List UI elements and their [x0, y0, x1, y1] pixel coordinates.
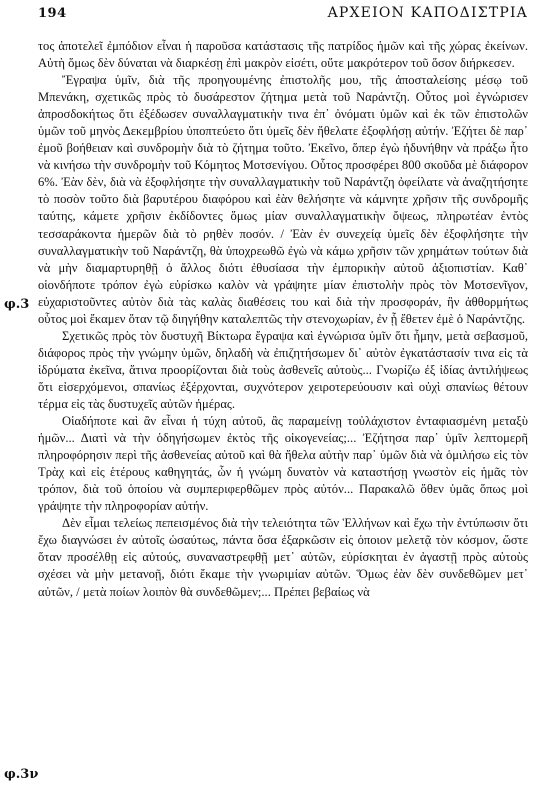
paragraph: Οἱαδήποτε καὶ ἂν εἶναι ἡ τύχη αὐτοῦ, ἂς παραμείνῃ τοὐλάχιστον ἐνταφιασμένη μεταξὺ ἡμῶν... Διατὶ νὰ τὴν ὁδηγήσωμεν ἐκτὸς τῆς οἰκογενείας;... Ἐζήτησα παρ᾿ ὑμῖν λεπτομερῆ πληροφόρησιν περὶ τῆς ἀσθενείας αὐτοῦ καὶ θὰ ἤθελα αὐτὴν παρ᾿ ὑμῶν διὰ νὰ ὁμιλήσω εἰς τὸν Τρὰχ καὶ εἰς ἑτέρους καθηγητάς, ὧν ἡ γνώμη δυνατὸν νὰ καταστήσῃ γνωστὸν εἰς ἡμᾶς τὸν τρόπον, διὰ τοῦ ὁποίου νὰ συμπεριφερθῶμεν πρὸς αὐτόν... Παρακαλῶ ὅθεν ὑμᾶς ὅπως μοὶ γράψητε τὴν πληροφορίαν αὐτήν.	[38, 414, 528, 514]
paragraph: τος ἀποτελεῖ ἐμπόδιον εἶναι ἡ παροῦσα κατάστασις τῆς πατρίδος ἡμῶν καὶ τῆς χώρας ἐκείνων. Αὐτὴ ὅμως δὲν δύναται νὰ διαρκέσῃ ἐπὶ μακρὸν εἰσέτι, οὔτε μακρότερον τοῦ ὅσον διήρκεσεν.	[38, 39, 528, 71]
folio-marker: φ.3ν	[4, 767, 39, 782]
page-header	[38, 6, 528, 28]
paragraph: Ἔγραψα ὑμῖν, διὰ τῆς προηγουμένης ἐπιστολῆς μου, τῆς ἀποσταλείσης μέσῳ τοῦ Μπενάκη, σχετικῶς πρὸς τὸ δυσάρεστον ζήτημα μετὰ τοῦ Ναράντζη. Οὗτος μοὶ ἐγνώρισεν ἀπροσδοκήτως ὅτι ἐξέδωσεν συναλλαγματικὴν τινα ἐπ᾿ ὀνόματι ὑμῶν καὶ ἐκ τῶν ἐπιστολῶν ὑμῶν τοῦ μηνὸς Δεκεμβρίου ὑποπτεύετο ὅτι ὑμεῖς δὲν ἤθελατε ἐξοφλήσῃ αὐτήν. Ἐζήτει δὲ παρ᾿ ἐμοῦ βοήθειαν καὶ συνδρομὴν διὰ τὸ ζήτημα τοῦτο. Ἐκεῖνο, ὅπερ ἐγὼ ἠδυνήθην νὰ πράξω ἦτο νὰ κινήσω τὴν συνδρομὴν τοῦ Κόμητος Μοτσενίγου. Οὗτος προσφέρει 800 σκοῦδα μὲ διάφορον 6%. Ἐὰν δὲν, διὰ νὰ ἐξοφλήσητε τὴν συναλλαγματικὴν τοῦ Ναράντζη ὀφείλατε νὰ ἀναζητήσητε τὸ ποσὸν τοῦτο διὰ βαρυτέρου διαφόρου καὶ ἐὰν θελήσητε νὰ κάμνητε χρῆσιν τῆς συνδρομῆς ταύτης, κάμετε χρῆσιν ἐκδίδοντες ὅμως μίαν συναλλαγματικὴν ὄψεως, πληρωτέαν ἐντὸς τεσσαράκοντα ἡμερῶν διὰ τὸ ρηθὲν ποσόν. / Ἐὰν ἐν συνεχείᾳ ὑμεῖς δὲν ἐξοφλήσητε τὴν συναλλαγματικὴν τοῦ Ναράντζη, θὰ ὑποχρεωθῶ ἐγὼ νὰ κάμω χρῆσιν τῶν χρημάτων τούτων διὰ νὰ μὴν διαμαρτυρηθῇ ὁ ἄλλος διότι ἐθυσίασα τὴν ἐμπορικὴν αὐτοῦ ἀξιοπιστίαν. Καθ᾿ οἱονδήποτε τρόπον ἐγὼ εὑρίσκω καλὸν νὰ γράψητε μίαν ἐπιστολὴν πρὸς τὸν Μοτσενῖγον, εὐχαριστοῦντες αὐτὸν διὰ τὰς καλὰς διαθέσεις του καὶ διὰ τὴν προσφοράν, ἣν ἀθθορμήτως οὗτος μοὶ ἔκαμεν ὅταν τῷ διηγήθην καταλεπτῶς τὴν στενοχωρίαν, ἐν ᾗ ἔθετεν ἐμὲ ὁ Ναράντζης.	[38, 73, 528, 326]
paragraph: Σχετικῶς πρὸς τὸν δυστυχῆ Βίκτωρα ἔγραψα καὶ ἐγνώρισα ὑμῖν ὅτι ἦμην, μετὰ σεβασμοῦ, διάφορος πρὸς τὴν γνώμην ὑμῶν, δηλαδὴ νὰ ἐπιζητήσωμεν δι᾿ αὐτὸν ἐγκατάστασίν τινα εἰς τὰ ἱδρύματα ἐκεῖνα, ἅτινα προορίζονται διὰ τοὺς ἀσθενεῖς αὐτοὺς... Γνωρίζω ἐξ ἰδίας ἀντιλήψεως ὅτι εἰσερχόμενοι, σπανίως ἐξέρχονται, συχνότερον χειροτερεύουσιν καὶ οὐχὶ σπανίως θέτουν τέρμα εἰς τὰς δυστυχεῖς αὐτῶν ἡμέρας.	[38, 328, 528, 411]
folio-marker: φ.3	[4, 297, 30, 312]
body-text	[38, 38, 528, 601]
running-title: ΑΡΧΕΙΟΝ ΚΑΠΟΔΙΣΤΡΙΑ	[327, 5, 528, 21]
page-number: 194	[38, 6, 67, 21]
paragraph: Δὲν εἶμαι τελείως πεπεισμένος διὰ τὴν τελειότητα τῶν Ἑλλήνων καὶ ἔχω τὴν ἐντύπωσιν ὅτι ἔχω διαγνώσει ἐν αὐτοῖς ὡσαύτως, πάντα ὅσα ἐξαρκῶσιν εἰς ὁποιον μελετᾷ τὸν κόσμον, ὥστε ὅταν προσέλθῃ εἰς αὐτούς, συναναστρεφθῇ μετ᾿ αὐτῶν, εὑρίσκηται ἐν ἀγαστῇ πρὸς αὐτοὺς σχέσει νὰ μὴν μετανοῇ, διότι ἔκαμε τὴν γνωριμίαν αὐτῶν. Ὅμως ἐὰν δὲν συνδεθῶμεν μετ᾿ αὐτῶν, / μετὰ ποίων λοιπὸν θὰ συνδεθῶμεν;... Πρέπει βεβαίως νὰ	[38, 516, 528, 599]
